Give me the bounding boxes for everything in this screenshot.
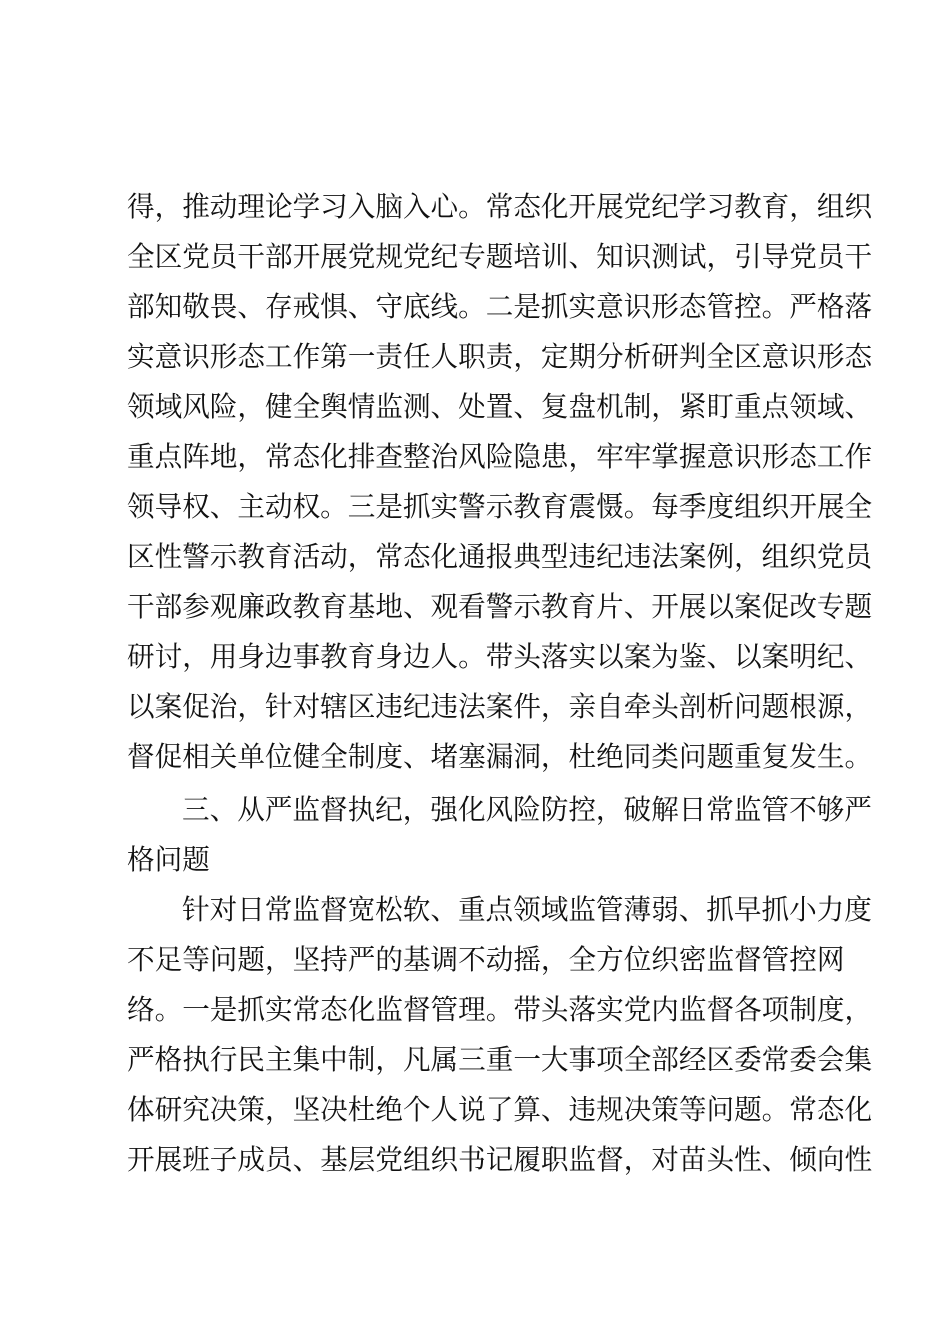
text-line: 干部参观廉政教育基地、观看警示教育片、开展以案促改专题 (127, 590, 873, 623)
text-line: 部知敬畏、存戒惧、守底线。二是抓实意识形态管控。严格落 (127, 290, 873, 323)
heading-line: 格问题 (127, 843, 210, 876)
document-body (127, 182, 873, 1185)
text-line: 全区党员干部开展党规党纪专题培训、知识测试，引导党员干 (127, 240, 873, 273)
text-line: 督促相关单位健全制度、堵塞漏洞，杜绝同类问题重复发生。 (127, 740, 873, 773)
heading-line: 三、从严监督执纪，强化风险防控，破解日常监管不够严 (182, 793, 872, 826)
text-line: 以案促治，针对辖区违纪违法案件，亲自牵头剖析问题根源， (127, 690, 873, 723)
text-line: 不足等问题，坚持严的基调不动摇，全方位织密监督管控网 (127, 943, 845, 976)
text-line: 开展班子成员、基层党组织书记履职监督，对苗头性、倾向性 (127, 1143, 873, 1176)
text-line: 实意识形态工作第一责任人职责，定期分析研判全区意识形态 (127, 340, 873, 373)
text-line: 研讨，用身边事教育身边人。带头落实以案为鉴、以案明纪、 (127, 640, 873, 673)
text-line: 得，推动理论学习入脑入心。常态化开展党纪学习教育，组织 (127, 190, 873, 223)
text-line: 领导权、主动权。三是抓实警示教育震慑。每季度组织开展全 (127, 490, 873, 523)
text-line: 体研究决策，坚决杜绝个人说了算、违规决策等问题。常态化 (127, 1093, 873, 1126)
text-line: 严格执行民主集中制，凡属三重一大事项全部经区委常委会集 (127, 1043, 873, 1076)
text-line: 重点阵地，常态化排查整治风险隐患，牢牢掌握意识形态工作 (127, 440, 873, 473)
paragraph-continuation (127, 182, 873, 782)
text-line: 针对日常监督宽松软、重点领域监管薄弱、抓早抓小力度 (182, 893, 872, 926)
text-line: 区性警示教育活动，常态化通报典型违纪违法案例，组织党员 (127, 540, 873, 573)
paragraph-next (127, 885, 873, 1185)
text-line: 络。一是抓实常态化监督管理。带头落实党内监督各项制度， (127, 993, 873, 1026)
section-heading (127, 785, 872, 885)
text-line: 领域风险，健全舆情监测、处置、复盘机制，紧盯重点领域、 (127, 390, 873, 423)
